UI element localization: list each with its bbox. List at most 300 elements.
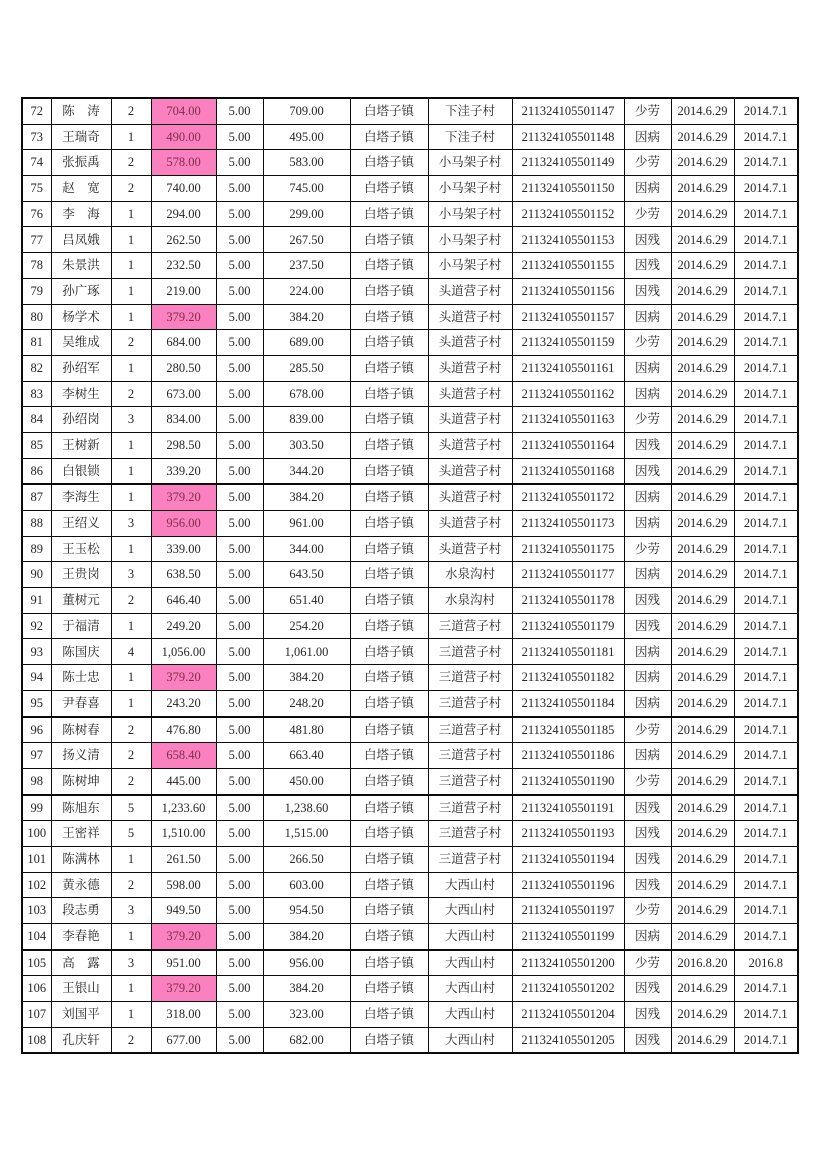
table-row [22,898,798,924]
cell-date-2: 2014.7.1 [734,304,798,330]
cell-headcount: 3 [111,950,151,976]
cell-amount: 704.00 [151,98,216,124]
cell-name: 王瑞奇 [51,124,111,150]
cell-index: 108 [22,1027,51,1053]
cell-town: 白塔子镇 [350,253,428,279]
cell-index: 103 [22,898,51,924]
cell-date-2: 2014.7.1 [734,458,798,484]
cell-fee: 5.00 [216,407,263,433]
cell-village: 三道营子村 [428,846,512,872]
cell-fee: 5.00 [216,639,263,665]
cell-amount: 673.00 [151,381,216,407]
cell-index: 99 [22,795,51,821]
cell-category: 少劳 [624,201,671,227]
cell-fee: 5.00 [216,124,263,150]
cell-fee: 5.00 [216,924,263,950]
cell-name: 段志勇 [51,898,111,924]
cell-name: 黄永德 [51,872,111,898]
cell-headcount: 1 [111,227,151,253]
cell-date-1: 2014.6.29 [671,98,734,124]
cell-index: 92 [22,613,51,639]
cell-index: 95 [22,690,51,716]
table-row [22,355,798,381]
cell-headcount: 5 [111,821,151,847]
cell-headcount: 3 [111,562,151,588]
cell-town: 白塔子镇 [350,511,428,537]
cell-fee: 5.00 [216,795,263,821]
cell-record-id: 211324105501162 [512,381,624,407]
cell-fee: 5.00 [216,872,263,898]
cell-category: 因残 [624,432,671,458]
cell-date-1: 2014.6.29 [671,588,734,614]
cell-name: 张振禹 [51,150,111,176]
cell-headcount: 1 [111,253,151,279]
cell-date-1: 2014.6.29 [671,201,734,227]
cell-record-id: 211324105501200 [512,950,624,976]
cell-village: 小马架子村 [428,227,512,253]
cell-date-1: 2014.6.29 [671,124,734,150]
table-row [22,484,798,510]
cell-date-1: 2014.6.29 [671,278,734,304]
cell-headcount: 2 [111,717,151,743]
cell-total: 689.00 [263,330,350,356]
cell-headcount: 5 [111,795,151,821]
cell-category: 因病 [624,562,671,588]
cell-total: 450.00 [263,768,350,794]
cell-record-id: 211324105501186 [512,743,624,769]
cell-amount: 1,233.60 [151,795,216,821]
table-row [22,330,798,356]
cell-record-id: 211324105501194 [512,846,624,872]
cell-town: 白塔子镇 [350,176,428,202]
cell-amount: 232.50 [151,253,216,279]
cell-date-1: 2014.6.29 [671,976,734,1002]
cell-date-2: 2014.7.1 [734,924,798,950]
cell-name: 刘国平 [51,1002,111,1028]
cell-category: 少劳 [624,768,671,794]
cell-date-1: 2014.6.29 [671,898,734,924]
cell-fee: 5.00 [216,665,263,691]
cell-category: 少劳 [624,950,671,976]
cell-index: 76 [22,201,51,227]
cell-index: 74 [22,150,51,176]
cell-headcount: 1 [111,976,151,1002]
table-row [22,743,798,769]
cell-amount: 379.20 [151,484,216,510]
cell-town: 白塔子镇 [350,124,428,150]
cell-index: 102 [22,872,51,898]
cell-name: 王密祥 [51,821,111,847]
cell-record-id: 211324105501190 [512,768,624,794]
cell-fee: 5.00 [216,1002,263,1028]
cell-name: 李树生 [51,381,111,407]
cell-category: 因病 [624,304,671,330]
cell-village: 三道营子村 [428,743,512,769]
cell-village: 下洼子村 [428,98,512,124]
cell-headcount: 3 [111,407,151,433]
cell-record-id: 211324105501205 [512,1027,624,1053]
cell-total: 643.50 [263,562,350,588]
table-row [22,1002,798,1028]
cell-date-2: 2014.7.1 [734,613,798,639]
cell-village: 头道营子村 [428,330,512,356]
cell-amount: 318.00 [151,1002,216,1028]
cell-name: 高 露 [51,950,111,976]
table-row [22,98,798,124]
cell-village: 头道营子村 [428,278,512,304]
cell-village: 头道营子村 [428,304,512,330]
cell-date-1: 2014.6.29 [671,1027,734,1053]
cell-category: 因残 [624,227,671,253]
cell-headcount: 1 [111,201,151,227]
cell-village: 三道营子村 [428,768,512,794]
cell-date-2: 2014.7.1 [734,330,798,356]
cell-total: 248.20 [263,690,350,716]
table-row [22,432,798,458]
cell-record-id: 211324105501164 [512,432,624,458]
cell-index: 91 [22,588,51,614]
cell-record-id: 211324105501147 [512,98,624,124]
cell-date-2: 2014.7.1 [734,795,798,821]
cell-headcount: 1 [111,124,151,150]
cell-fee: 5.00 [216,717,263,743]
cell-date-1: 2014.6.29 [671,795,734,821]
cell-fee: 5.00 [216,304,263,330]
table-row [22,176,798,202]
cell-amount: 379.20 [151,304,216,330]
cell-name: 杨学术 [51,304,111,330]
cell-headcount: 2 [111,98,151,124]
cell-amount: 956.00 [151,511,216,537]
cell-total: 956.00 [263,950,350,976]
cell-town: 白塔子镇 [350,227,428,253]
cell-town: 白塔子镇 [350,846,428,872]
table-row [22,536,798,562]
table-row [22,253,798,279]
cell-town: 白塔子镇 [350,201,428,227]
table-row [22,795,798,821]
cell-amount: 1,056.00 [151,639,216,665]
cell-record-id: 211324105501161 [512,355,624,381]
cell-total: 583.00 [263,150,350,176]
table-row [22,717,798,743]
cell-category: 因病 [624,124,671,150]
cell-fee: 5.00 [216,511,263,537]
cell-date-1: 2014.6.29 [671,330,734,356]
cell-name: 李春艳 [51,924,111,950]
cell-amount: 339.20 [151,458,216,484]
cell-date-1: 2014.6.29 [671,613,734,639]
cell-headcount: 2 [111,381,151,407]
cell-date-2: 2014.7.1 [734,768,798,794]
cell-category: 少劳 [624,898,671,924]
cell-date-2: 2014.7.1 [734,407,798,433]
cell-village: 头道营子村 [428,536,512,562]
cell-category: 因病 [624,924,671,950]
cell-headcount: 1 [111,355,151,381]
cell-total: 384.20 [263,924,350,950]
cell-village: 大西山村 [428,872,512,898]
cell-record-id: 211324105501148 [512,124,624,150]
cell-amount: 379.20 [151,924,216,950]
cell-date-2: 2014.7.1 [734,743,798,769]
cell-record-id: 211324105501185 [512,717,624,743]
cell-name: 吴维成 [51,330,111,356]
cell-total: 384.20 [263,976,350,1002]
cell-date-2: 2014.7.1 [734,821,798,847]
cell-village: 头道营子村 [428,458,512,484]
cell-name: 孔庆轩 [51,1027,111,1053]
cell-village: 头道营子村 [428,432,512,458]
cell-fee: 5.00 [216,432,263,458]
cell-record-id: 211324105501168 [512,458,624,484]
cell-town: 白塔子镇 [350,768,428,794]
cell-name: 王树新 [51,432,111,458]
cell-date-2: 2016.8 [734,950,798,976]
cell-record-id: 211324105501163 [512,407,624,433]
cell-name: 王玉松 [51,536,111,562]
cell-total: 682.00 [263,1027,350,1053]
cell-fee: 5.00 [216,768,263,794]
table-row [22,613,798,639]
cell-amount: 490.00 [151,124,216,150]
cell-amount: 740.00 [151,176,216,202]
cell-date-2: 2014.7.1 [734,1002,798,1028]
cell-total: 954.50 [263,898,350,924]
cell-village: 小马架子村 [428,176,512,202]
cell-total: 839.00 [263,407,350,433]
cell-name: 李 海 [51,201,111,227]
cell-index: 83 [22,381,51,407]
cell-date-1: 2014.6.29 [671,227,734,253]
cell-date-2: 2014.7.1 [734,124,798,150]
cell-fee: 5.00 [216,355,263,381]
cell-record-id: 211324105501157 [512,304,624,330]
cell-index: 85 [22,432,51,458]
cell-amount: 598.00 [151,872,216,898]
cell-town: 白塔子镇 [350,407,428,433]
cell-town: 白塔子镇 [350,536,428,562]
cell-date-2: 2014.7.1 [734,511,798,537]
cell-index: 80 [22,304,51,330]
cell-fee: 5.00 [216,821,263,847]
cell-index: 72 [22,98,51,124]
cell-category: 少劳 [624,407,671,433]
table-row [22,407,798,433]
cell-fee: 5.00 [216,278,263,304]
cell-name: 陈满林 [51,846,111,872]
cell-village: 头道营子村 [428,484,512,510]
cell-town: 白塔子镇 [350,872,428,898]
cell-category: 因残 [624,278,671,304]
cell-amount: 677.00 [151,1027,216,1053]
cell-amount: 339.00 [151,536,216,562]
cell-village: 大西山村 [428,1002,512,1028]
cell-total: 224.00 [263,278,350,304]
cell-town: 白塔子镇 [350,432,428,458]
cell-headcount: 1 [111,432,151,458]
cell-village: 水泉沟村 [428,588,512,614]
cell-village: 大西山村 [428,898,512,924]
cell-headcount: 2 [111,872,151,898]
cell-date-2: 2014.7.1 [734,976,798,1002]
cell-town: 白塔子镇 [350,821,428,847]
cell-headcount: 2 [111,330,151,356]
cell-date-2: 2014.7.1 [734,381,798,407]
cell-fee: 5.00 [216,976,263,1002]
cell-headcount: 2 [111,1027,151,1053]
cell-total: 267.50 [263,227,350,253]
cell-category: 少劳 [624,330,671,356]
cell-date-1: 2014.6.29 [671,846,734,872]
cell-name: 于福清 [51,613,111,639]
cell-date-1: 2014.6.29 [671,665,734,691]
cell-fee: 5.00 [216,381,263,407]
cell-headcount: 4 [111,639,151,665]
table-row [22,304,798,330]
cell-amount: 379.20 [151,976,216,1002]
cell-date-1: 2014.6.29 [671,355,734,381]
cell-date-2: 2014.7.1 [734,253,798,279]
table-row [22,665,798,691]
cell-total: 237.50 [263,253,350,279]
cell-index: 77 [22,227,51,253]
cell-name: 陈树坤 [51,768,111,794]
cell-headcount: 1 [111,690,151,716]
table-row [22,458,798,484]
cell-town: 白塔子镇 [350,665,428,691]
cell-fee: 5.00 [216,536,263,562]
cell-record-id: 211324105501149 [512,150,624,176]
cell-date-2: 2014.7.1 [734,872,798,898]
cell-record-id: 211324105501152 [512,201,624,227]
cell-index: 75 [22,176,51,202]
cell-amount: 834.00 [151,407,216,433]
cell-record-id: 211324105501173 [512,511,624,537]
cell-date-1: 2014.6.29 [671,511,734,537]
cell-date-1: 2014.6.29 [671,717,734,743]
cell-village: 头道营子村 [428,407,512,433]
cell-date-2: 2014.7.1 [734,1027,798,1053]
cell-name: 王绍义 [51,511,111,537]
cell-date-2: 2014.7.1 [734,717,798,743]
table-row [22,768,798,794]
cell-record-id: 211324105501150 [512,176,624,202]
cell-date-1: 2014.6.29 [671,1002,734,1028]
cell-date-2: 2014.7.1 [734,665,798,691]
cell-headcount: 1 [111,484,151,510]
cell-index: 89 [22,536,51,562]
cell-amount: 261.50 [151,846,216,872]
cell-index: 104 [22,924,51,950]
cell-headcount: 1 [111,613,151,639]
cell-date-1: 2014.6.29 [671,536,734,562]
cell-village: 小马架子村 [428,201,512,227]
cell-town: 白塔子镇 [350,743,428,769]
cell-total: 663.40 [263,743,350,769]
cell-amount: 379.20 [151,665,216,691]
cell-headcount: 1 [111,846,151,872]
cell-headcount: 1 [111,1002,151,1028]
cell-date-1: 2014.6.29 [671,176,734,202]
cell-fee: 5.00 [216,458,263,484]
cell-index: 93 [22,639,51,665]
cell-amount: 249.20 [151,613,216,639]
table-row [22,278,798,304]
cell-date-1: 2014.6.29 [671,484,734,510]
cell-village: 三道营子村 [428,665,512,691]
cell-fee: 5.00 [216,1027,263,1053]
cell-amount: 578.00 [151,150,216,176]
cell-date-2: 2014.7.1 [734,98,798,124]
cell-town: 白塔子镇 [350,950,428,976]
cell-date-1: 2014.6.29 [671,253,734,279]
cell-village: 水泉沟村 [428,562,512,588]
cell-total: 384.20 [263,484,350,510]
cell-category: 因残 [624,795,671,821]
cell-amount: 219.00 [151,278,216,304]
cell-headcount: 1 [111,665,151,691]
cell-date-1: 2014.6.29 [671,690,734,716]
table-row [22,201,798,227]
cell-name: 陈国庆 [51,639,111,665]
cell-name: 吕凤娥 [51,227,111,253]
cell-category: 少劳 [624,98,671,124]
cell-fee: 5.00 [216,253,263,279]
cell-category: 少劳 [624,717,671,743]
cell-index: 82 [22,355,51,381]
cell-date-2: 2014.7.1 [734,562,798,588]
cell-date-2: 2014.7.1 [734,898,798,924]
cell-village: 三道营子村 [428,821,512,847]
cell-index: 96 [22,717,51,743]
cell-category: 因残 [624,253,671,279]
cell-town: 白塔子镇 [350,458,428,484]
cell-name: 陈树春 [51,717,111,743]
cell-amount: 951.00 [151,950,216,976]
cell-date-1: 2014.6.29 [671,432,734,458]
cell-date-2: 2014.7.1 [734,432,798,458]
cell-date-2: 2014.7.1 [734,536,798,562]
cell-record-id: 211324105501177 [512,562,624,588]
cell-name: 朱景洪 [51,253,111,279]
cell-town: 白塔子镇 [350,613,428,639]
cell-date-1: 2014.6.29 [671,872,734,898]
cell-record-id: 211324105501159 [512,330,624,356]
cell-village: 小马架子村 [428,253,512,279]
cell-town: 白塔子镇 [350,1027,428,1053]
cell-total: 299.00 [263,201,350,227]
cell-town: 白塔子镇 [350,717,428,743]
table-row [22,976,798,1002]
table-row [22,872,798,898]
cell-name: 陈 涛 [51,98,111,124]
cell-amount: 294.00 [151,201,216,227]
cell-record-id: 211324105501156 [512,278,624,304]
cell-name: 孙绍岗 [51,407,111,433]
cell-town: 白塔子镇 [350,484,428,510]
table-row [22,381,798,407]
cell-amount: 949.50 [151,898,216,924]
cell-record-id: 211324105501153 [512,227,624,253]
cell-record-id: 211324105501182 [512,665,624,691]
cell-headcount: 1 [111,924,151,950]
cell-index: 106 [22,976,51,1002]
table-row [22,950,798,976]
cell-fee: 5.00 [216,743,263,769]
cell-index: 101 [22,846,51,872]
cell-date-2: 2014.7.1 [734,227,798,253]
